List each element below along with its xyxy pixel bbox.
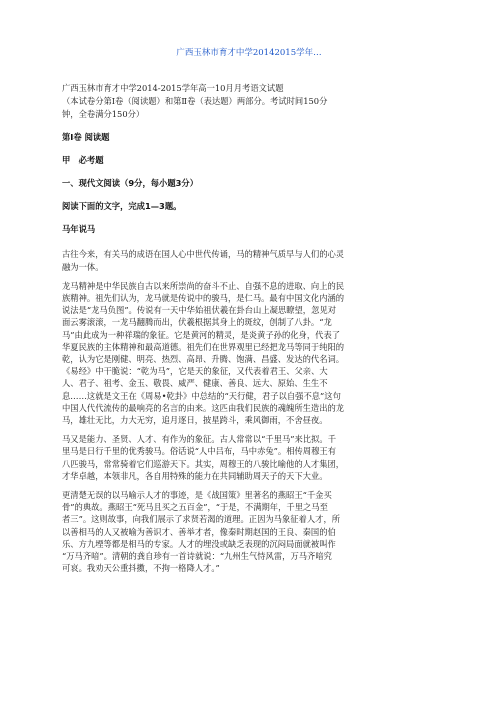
intro-line: （本试卷分第Ⅰ卷（阅读题）和第Ⅱ卷（表达题）两部分。考试时间150分 bbox=[62, 95, 328, 106]
paragraph-line: 息……这就是文王在《周易•乾卦》中总结的“天行健，君子以自强不息”这句 bbox=[62, 390, 341, 401]
paragraph-line: 里马是日行千里的优秀骏马。俗话说“人中吕布，马中赤兔”。相传周穆王有 bbox=[62, 446, 336, 457]
paragraph bbox=[62, 248, 436, 272]
paragraph-line: 才华卓越，本领非凡，各自用特殊的能力在共同辅助周天子的天下大业。 bbox=[62, 470, 328, 481]
paragraph-line: 龙马精神是中华民族自古以来所崇尚的奋斗不止、自强不息的进取、向上的民 bbox=[62, 280, 345, 291]
paragraph-line: 人、君子、祖考、金玉、敬畏、威严、健康、善良、远大、原始、生生不 bbox=[62, 378, 328, 389]
paragraph-line: 可哀。我劝天公重抖擞，不拘一格降人才。” bbox=[62, 563, 220, 574]
document-title: 广西玉林市育才中学20142015学年… bbox=[176, 48, 322, 58]
paragraph-line: “万马齐喑”。清朝的龚自珍有一首诗就说：“九州生气恃风雷，万马齐喑究 bbox=[62, 551, 332, 562]
intro-line: 钟，全卷满分150分） bbox=[62, 108, 145, 119]
paragraph-line: 马，雄壮无比，力大无穷，追月逐日，披星跨斗，乘风御雨，不舍昼夜。 bbox=[62, 415, 328, 426]
volume-heading: 第Ⅰ卷 阅读题 bbox=[62, 132, 110, 143]
paragraph-line: 八匹骏马，常常骑着它们巡游天下。其实，周穆王的八骏比喻他的人才集团， bbox=[62, 458, 345, 469]
paragraph bbox=[62, 280, 436, 426]
paragraph-line: 者三”。这则故事，向我们展示了求贤若渴的道理。正因为马象征着人才，所 bbox=[62, 514, 341, 525]
section-heading: 一、现代文阅读（9分，每小题3分） bbox=[62, 178, 199, 189]
paragraph-line: 融为一体。 bbox=[62, 261, 104, 272]
paragraph-line: 说法是“龙马负图”。传说有一天中华始祖伏羲在卦台山上凝思瞭望，忽见对 bbox=[62, 305, 336, 316]
paragraph-line: 华夏民族的主体精神和最高道德。祖先们在世界观里已经把龙马等同于纯阳的 bbox=[62, 341, 345, 352]
exam-intro bbox=[62, 82, 436, 120]
instruction-heading: 阅读下面的文字，完成1—3题。 bbox=[62, 201, 182, 212]
paragraph-line: 更清楚无误的以马喻示人才的事迹，是《战国策》里著名的燕昭王“千金买 bbox=[62, 490, 332, 501]
paragraph-line: 《易经》中干脆说：“乾为马”，它是天的象征，又代表着君王、父亲、大 bbox=[62, 366, 328, 377]
paragraph bbox=[62, 433, 436, 482]
paragraph-line: 古往今来，有关马的成语在国人心中世代传诵，马的精神气质早与人们的心灵 bbox=[62, 249, 345, 260]
article-title: 马年说马 bbox=[62, 224, 96, 235]
part-heading: 甲 必考题 bbox=[62, 155, 104, 166]
paragraph-line: 骨”的典故。燕昭王“死马且买之五百金”，“于是，不满期年，千里之马至 bbox=[62, 502, 328, 513]
intro-line: 广西玉林市育才中学2014-2015学年高一10月月考语文试题 bbox=[62, 83, 284, 93]
paragraph bbox=[62, 489, 436, 574]
paragraph-line: 族精神。祖先们认为，龙马就是传说中的骏马，是仁马。最有中国文化内涵的 bbox=[62, 293, 345, 303]
paragraph-line: 乐、方九堙等都是相马的专家。人才的埋没或缺乏表现的沉闷局面就被叫作 bbox=[62, 538, 336, 549]
paragraph-line: 乾，认为它是刚健、明亮、热烈、高昂、升腾、饱满、昌盛、发达的代名词。 bbox=[62, 354, 345, 365]
paragraph-line: 马又是能力、圣贤、人才、有作为的象征。古人常常以“千里马”来比拟。千 bbox=[62, 434, 336, 445]
paragraph-line: 面云雾滚滚，一龙马翻腾而出，伏羲根据其身上的斑纹，创制了八卦。“龙 bbox=[62, 317, 332, 328]
paragraph-line: 马”由此成为一种祥瑞的象征。它是黄河的精灵，是炎黄子孙的化身，代表了 bbox=[62, 329, 341, 340]
paragraph-line: 中国人代代流传的最响亮的名言的由来。这匹由我们民族的魂魄所生造出的龙 bbox=[62, 402, 345, 413]
paragraph-line: 以善相马的人又被喻为善识才、善举才者，像秦时期赵国的王良、秦国的伯 bbox=[62, 526, 336, 537]
